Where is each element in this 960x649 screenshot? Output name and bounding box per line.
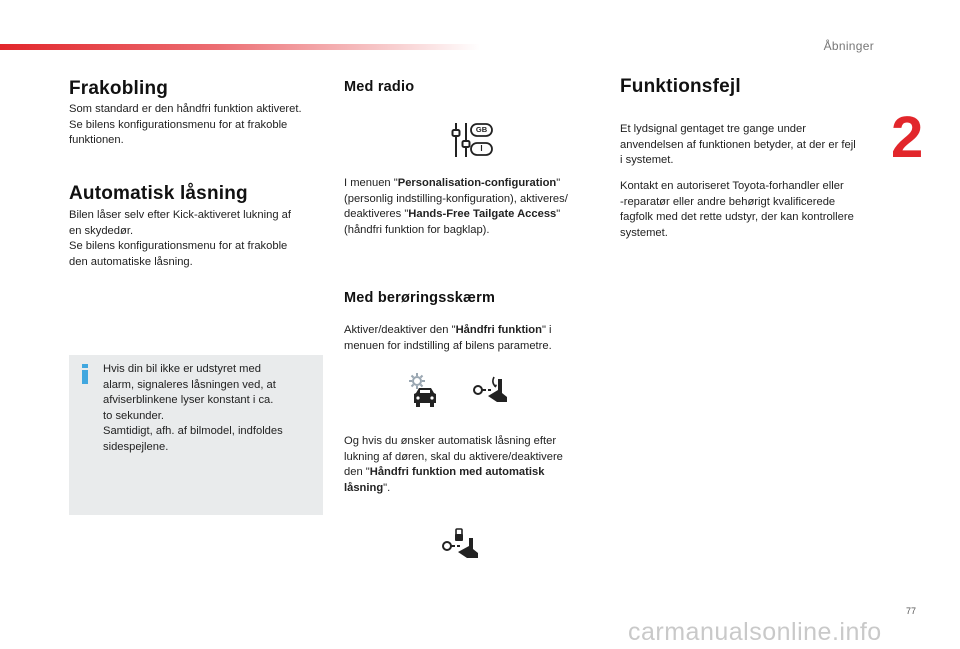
page-number: 77	[906, 606, 917, 616]
hands-free-kick-icon	[472, 375, 510, 405]
hands-free-auto-lock-icon	[441, 526, 481, 560]
watermark: carmanualsonline.info	[628, 618, 882, 646]
info-text: Hvis din bil ikke er udstyret med alarm, signaleres låsningen ved, at afviserblinkene lyser konstant i ca. to sekunder. Samtidigt, afh. af bilmodel, indfoldes sidespejlene.	[103, 363, 283, 453]
radio-settings-icon	[451, 122, 495, 158]
car-settings-icon	[407, 372, 441, 408]
heading-med-radio: Med radio	[344, 79, 415, 95]
heading-med-beroringsskaerm: Med berøringsskærm	[344, 290, 496, 306]
paragraph-automatisk-laasning: Bilen låser selv efter Kick-aktiveret lukning af en skydedør. Se bilens konfigurationsmenu for at frakoble den automatiske låsning.	[69, 209, 291, 268]
paragraph-funktionsfejl-2: Kontakt en autoriseret Toyota-forhandler eller -reparatør eller andre behørigt kvalificerede fagfolk med det rette udstyr, der kan kontrollere systemet.	[620, 180, 854, 239]
paragraph-med-beroringsskaerm: Aktiver/deaktiver den "Håndfri funktion" i menuen for indstilling af bilens parametre.	[344, 324, 552, 352]
radio-badge-i: I	[480, 144, 483, 153]
radio-badge-gb: GB	[475, 125, 488, 134]
heading-funktionsfejl: Funktionsfejl	[620, 76, 741, 97]
header-accent-bar	[0, 44, 480, 50]
paragraph-med-radio: I menuen "Personalisation-configuration" (personlig indstilling-konfiguration), aktiveres/ deaktiveres "Hands-Free Tailgate Access" (håndfri funktion for bagklap).	[344, 177, 568, 236]
heading-automatisk-laasning: Automatisk låsning	[69, 183, 248, 204]
chapter-number: 2	[891, 105, 924, 170]
paragraph-automatisk-laasning-touch: Og hvis du ønsker automatisk låsning efter lukning af døren, skal du aktivere/deaktivere den "Håndfri funktion med automatisk låsning".	[344, 435, 563, 494]
heading-frakobling: Frakobling	[69, 78, 169, 99]
info-icon	[79, 364, 91, 384]
paragraph-frakobling: Som standard er den håndfri funktion aktiveret. Se bilens konfigurationsmenu for at frakoble funktionen.	[69, 103, 302, 146]
paragraph-funktionsfejl-1: Et lydsignal gentaget tre gange under anvendelsen af funktionen betyder, at der er fejl i systemet.	[620, 123, 856, 166]
section-name: Åbninger	[823, 39, 874, 53]
